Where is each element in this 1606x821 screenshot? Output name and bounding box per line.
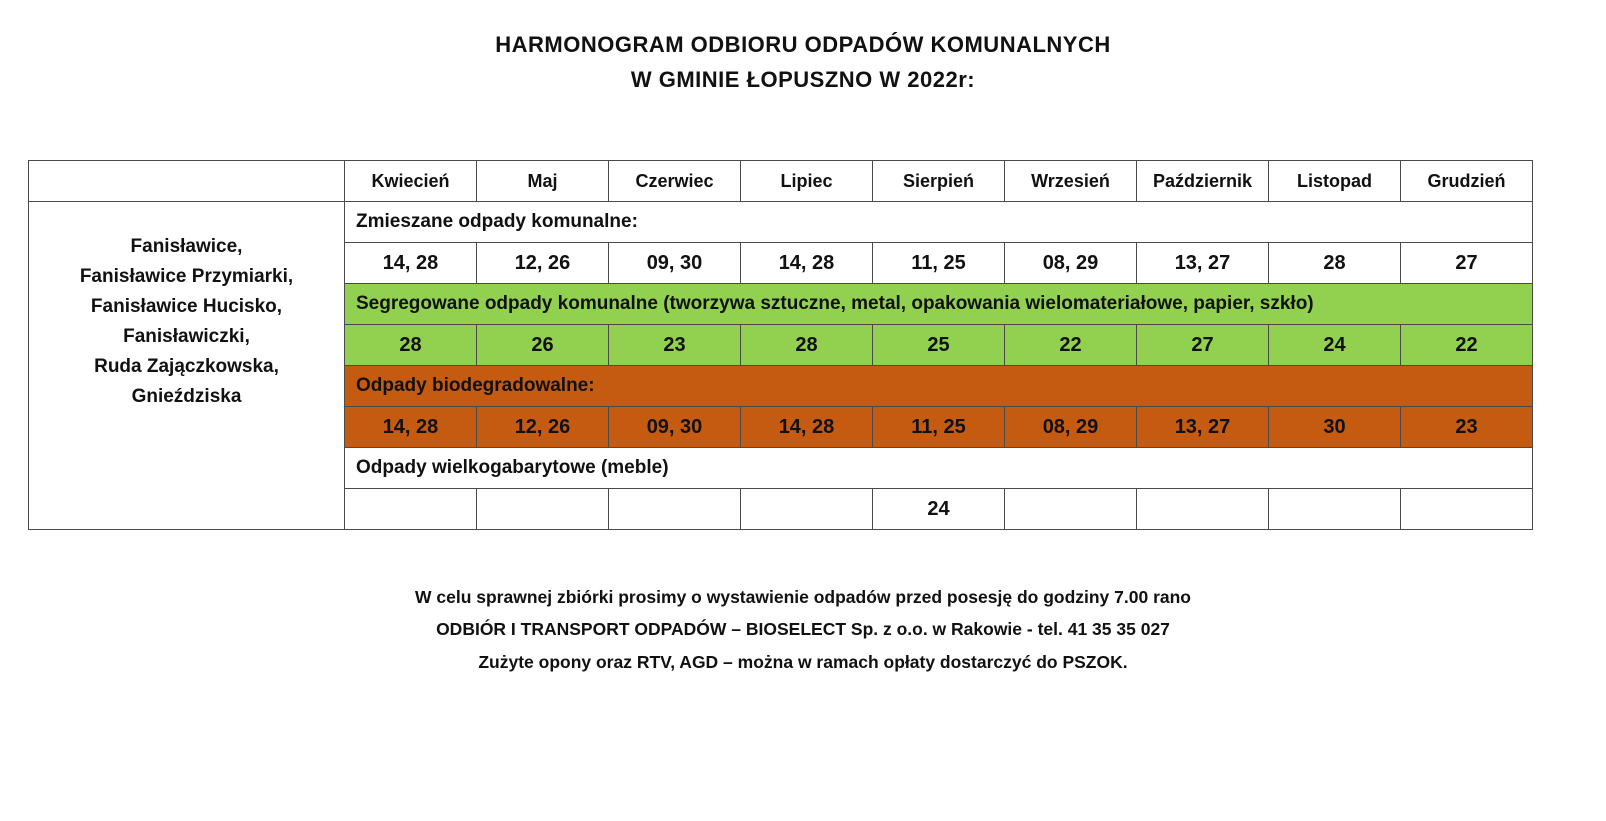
location-name: Fanisławice Hucisko, [90, 296, 283, 317]
date-cell: 27 [1137, 325, 1269, 366]
date-cell: 26 [477, 325, 609, 366]
date-cell: 14, 28 [345, 243, 477, 284]
month-header: Listopad [1269, 161, 1401, 202]
date-cell: 14, 28 [741, 243, 873, 284]
month-header: Październik [1137, 161, 1269, 202]
date-cell: 28 [741, 325, 873, 366]
date-cell: 14, 28 [741, 407, 873, 448]
date-cell: 22 [1401, 325, 1533, 366]
date-cell: 08, 29 [1005, 243, 1137, 284]
footer-note-line-2: ODBIÓR I TRANSPORT ODPADÓW – BIOSELECT Sp. z o.o. w Rakowie - tel. 41 35 35 027 [436, 619, 1170, 639]
category-label-row [29, 202, 1533, 243]
locations-cell [29, 202, 345, 530]
location-name: Fanisławice Przymiarki, [79, 266, 294, 287]
date-cell: 11, 25 [873, 243, 1005, 284]
date-cell: 28 [1269, 243, 1401, 284]
date-cell [1005, 489, 1137, 530]
document-title-line-2: W GMINIE ŁOPUSZNO W 2022r: [630, 67, 976, 92]
date-cell: 08, 29 [1005, 407, 1137, 448]
schedule-table [28, 160, 1533, 530]
date-cell [741, 489, 873, 530]
month-header: Sierpień [873, 161, 1005, 202]
date-cell: 12, 26 [477, 407, 609, 448]
date-cell: 14, 28 [345, 407, 477, 448]
footer-note-line-1: W celu sprawnej zbiórki prosimy o wystawienie odpadów przed posesję do godziny 7.00 rano [415, 587, 1191, 607]
month-header: Kwiecień [345, 161, 477, 202]
date-cell [1137, 489, 1269, 530]
date-cell [1401, 489, 1533, 530]
category-label-bulky: Odpady wielkogabarytowe (meble) [345, 448, 1533, 489]
location-name: Gnieździska [131, 386, 242, 407]
date-cell: 12, 26 [477, 243, 609, 284]
date-cell: 24 [873, 489, 1005, 530]
date-cell: 23 [609, 325, 741, 366]
location-name: Ruda Zajączkowska, [94, 356, 279, 377]
category-label-mixed: Zmieszane odpady komunalne: [345, 202, 1533, 243]
date-cell: 13, 27 [1137, 407, 1269, 448]
category-label-biodegradable: Odpady biodegradowalne: [345, 366, 1533, 407]
date-cell [609, 489, 741, 530]
date-cell: 24 [1269, 325, 1401, 366]
month-header-row [29, 161, 1533, 202]
empty-corner-cell [29, 161, 345, 202]
date-cell [1269, 489, 1401, 530]
location-name: Fanisławiczki, [123, 326, 250, 347]
date-cell: 28 [345, 325, 477, 366]
date-cell: 13, 27 [1137, 243, 1269, 284]
footer-note-line-3: Zużyte opony oraz RTV, AGD – można w ramach opłaty dostarczyć do PSZOK. [478, 652, 1128, 672]
month-header: Maj [477, 161, 609, 202]
date-cell: 30 [1269, 407, 1401, 448]
month-header: Lipiec [741, 161, 873, 202]
date-cell: 09, 30 [609, 243, 741, 284]
month-header: Grudzień [1401, 161, 1533, 202]
date-cell [477, 489, 609, 530]
category-label-segregated: Segregowane odpady komunalne (tworzywa sztuczne, metal, opakowania wielomateriałowe, papier, szkło) [345, 284, 1533, 325]
location-name: Fanisławice, [130, 236, 243, 257]
month-header: Czerwiec [609, 161, 741, 202]
date-cell: 22 [1005, 325, 1137, 366]
date-cell: 23 [1401, 407, 1533, 448]
date-cell: 11, 25 [873, 407, 1005, 448]
month-header: Wrzesień [1005, 161, 1137, 202]
date-cell: 09, 30 [609, 407, 741, 448]
document-title-line-1: HARMONOGRAM ODBIORU ODPADÓW KOMUNALNYCH [495, 32, 1111, 57]
date-cell: 25 [873, 325, 1005, 366]
date-cell [345, 489, 477, 530]
date-cell: 27 [1401, 243, 1533, 284]
